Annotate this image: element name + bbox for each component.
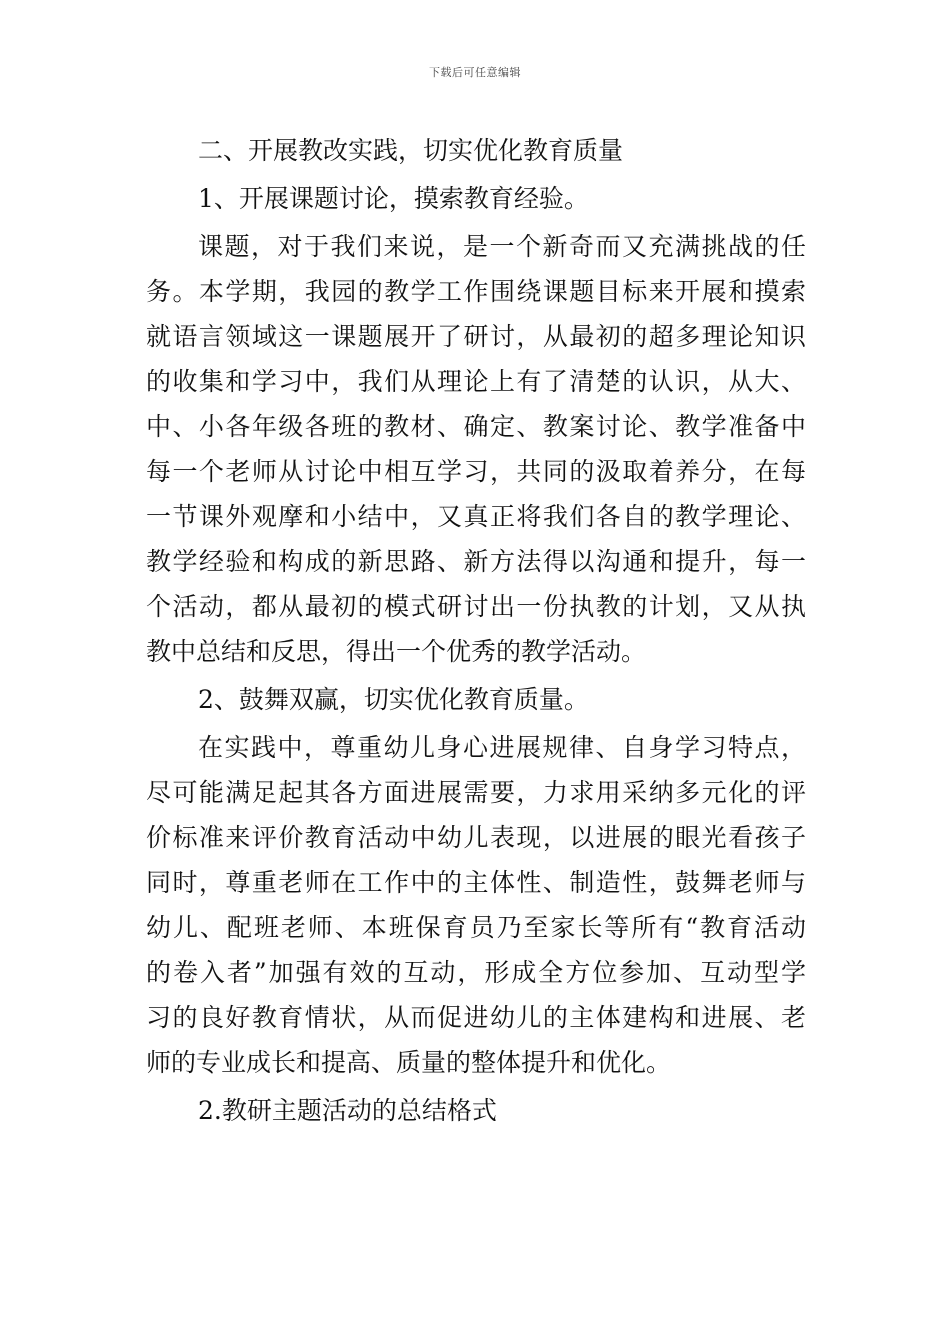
paragraph-line: 在实践中，尊重幼儿身心进展规律、自身学习特点， xyxy=(198,733,806,762)
page-header: 下载后可任意编辑 xyxy=(429,66,521,79)
paragraph-line: 的收集和学习中，我们从理论上有了清楚的认识，从大、 xyxy=(146,367,806,396)
paragraph-line: 一节课外观摩和小结中，又真正将我们各自的教学理论、 xyxy=(146,502,806,531)
paragraph-line: 的卷入者”加强有效的互动，形成全方位参加、互动型学 xyxy=(146,958,806,987)
paragraph-line: 就语言领域这一课题展开了研讨，从最初的超多理论知识 xyxy=(146,322,806,351)
document-body xyxy=(146,128,806,1133)
paragraph-line: 价标准来评价教育活动中幼儿表现，以进展的眼光看孩子 xyxy=(146,823,806,852)
paragraph-line: 个活动，都从最初的模式研讨出一份执教的计划，又从执 xyxy=(146,592,806,621)
paragraph-line: 务。本学期，我园的教学工作围绕课题目标来开展和摸索 xyxy=(146,277,806,306)
section-heading: 二、开展教改实践，切实优化教育质量 xyxy=(198,136,624,165)
paragraph-line: 教中总结和反思，得出一个优秀的教学活动。 xyxy=(146,637,647,666)
paragraph-line: 师的专业成长和提高、质量的整体提升和优化。 xyxy=(146,1048,672,1077)
paragraph-line: 同时，尊重老师在工作中的主体性、制造性，鼓舞老师与 xyxy=(146,868,806,897)
paragraph-line: 课题，对于我们来说，是一个新奇而又充满挑战的任 xyxy=(198,232,806,261)
paragraph-2 xyxy=(146,725,806,1085)
paragraph-line: 中、小各年级各班的教材、确定、教案讨论、教学准备中 xyxy=(146,412,806,441)
paragraph-line: 教学经验和构成的新思路、新方法得以沟通和提升，每一 xyxy=(146,547,806,576)
subheading-3: 2.教研主题活动的总结格式 xyxy=(198,1096,497,1125)
paragraph-1 xyxy=(146,224,806,674)
subheading-2: 2、鼓舞双赢，切实优化教育质量。 xyxy=(198,685,589,714)
paragraph-line: 尽可能满足起其各方面进展需要，力求用采纳多元化的评 xyxy=(146,778,806,807)
paragraph-line: 每一个老师从讨论中相互学习，共同的汲取着养分，在每 xyxy=(146,457,806,486)
subheading-1: 1、开展课题讨论，摸索教育经验。 xyxy=(198,184,589,213)
paragraph-line: 习的良好教育情状，从而促进幼儿的主体建构和进展、老 xyxy=(146,1003,806,1032)
paragraph-line: 幼儿、配班老师、本班保育员乃至家长等所有“教育活动 xyxy=(146,913,806,942)
